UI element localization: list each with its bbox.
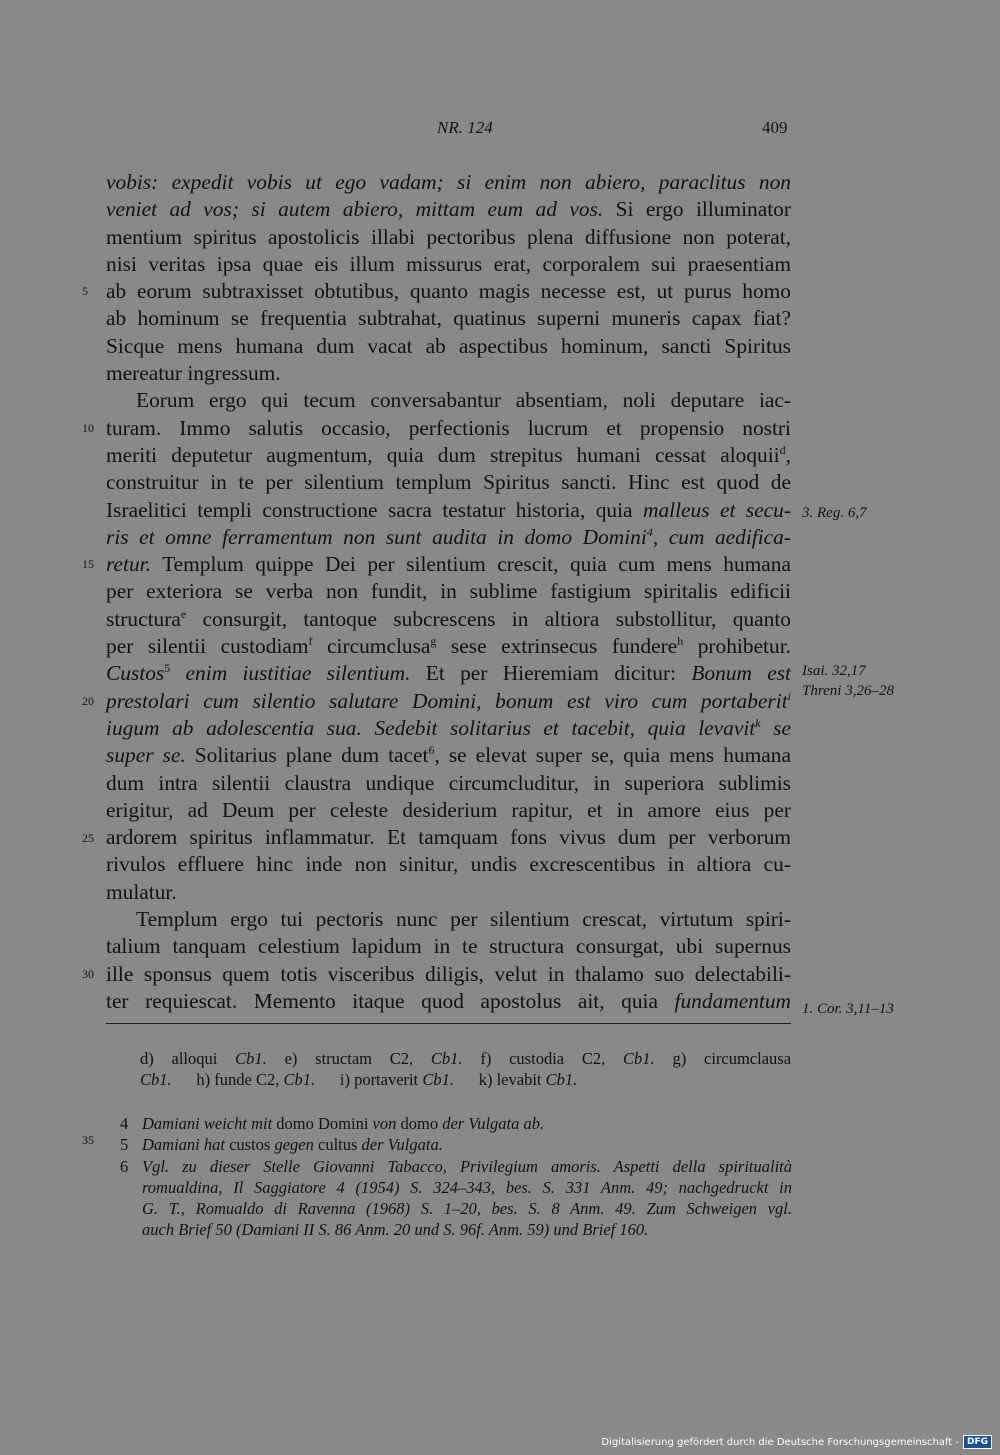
margin-citation: Threni 3,26–28: [802, 683, 894, 699]
text-line: ab eorum subtraxisset obtutibus, quanto magis necesse est, ut purus homo: [106, 279, 791, 304]
text-line: mereatur ingressum.: [106, 361, 281, 386]
text-line: rivulos effluere hinc inde non sinitur, undis excrescentibus in altiora cu-: [106, 852, 791, 877]
margin-citation: Isai. 32,17: [802, 663, 866, 679]
text-line: mentium spiritus apostolicis illabi pectoribus plena diffusione non poterat,: [106, 224, 791, 249]
text-line: nisi veritas ipsa quae eis illum missurus erat, corporalem sui praesentiam: [106, 251, 791, 276]
running-header-title: NR. 124: [437, 118, 493, 137]
apparatus-entry: h) funde C2, Cb1.: [196, 1070, 316, 1089]
apparatus-entry: k) levabit Cb1.: [478, 1070, 578, 1089]
line-number: 10: [82, 421, 94, 435]
footnote-5: 5 Damiani hat custos gegen cultus der Vulgata.: [120, 1135, 443, 1154]
text-line: prestolari cum silentio salutare Domini, bonum est viro cum portaberit$^i$: [106, 688, 791, 713]
apparatus-entry: g) circumclausa: [672, 1049, 792, 1068]
text-line: dum intra silentii claustra undique circumcluditur, in superiora sublimis: [106, 770, 791, 795]
text-line: ille sponsus quem totis visceribus diligis, velut in thalamo suo delectabili-: [106, 961, 791, 986]
text-line: talium tanquam celestium lapidum in te structura consurgat, ubi supernus: [106, 934, 791, 959]
line-number: 20: [82, 694, 94, 708]
apparatus-entry: i) portaverit Cb1.: [339, 1070, 454, 1089]
text-line: meriti deputetur augmentum, quia dum strepitus humani cessat aloquii$^d$,: [106, 442, 791, 467]
margin-citation: 3. Reg. 6,7: [802, 505, 867, 521]
text-line: ab hominum se frequentia subtrahat, quatinus superni muneris capax fiat?: [106, 306, 791, 331]
line-number: 30: [82, 967, 94, 981]
text-line: structura$^e$ consurgit, tantoque subcrescens in altiora substollitur, quanto: [106, 606, 791, 631]
text-line: Custos$^5$ enim iustitiae silentium. Et per Hieremiam dicitur: Bonum est: [106, 661, 791, 686]
text-line: veniet ad vos; si autem abiero, mittam eum ad vos. Si ergo illuminator: [106, 197, 792, 222]
footer-text: Digitalisierung gefördert durch die Deutsche Forschungsgemeinschaft -: [601, 1436, 959, 1448]
text-line: iugum ab adolescentia sua. Sedebit solitarius et tacebit, quia levavit$^k$ se: [106, 715, 791, 740]
text-line: ter requiescat. Memento itaque quod apostolus ait, quia fundamentum: [106, 988, 791, 1013]
apparatus-entry: e) structam C2, Cb1.: [284, 1049, 463, 1068]
main-text: [106, 169, 791, 1015]
text-line: per exteriora se verba non fundit, in sublime fastigium spiritalis edificii: [106, 579, 791, 604]
margin-citation: 1. Cor. 3,11–13: [802, 1001, 894, 1017]
text-line: Eorum ergo qui tecum conversabantur absentiam, noli deputare iac-: [136, 388, 791, 413]
footnote-4: 4 Damiani weicht mit domo Domini von domo der Vulgata ab.: [120, 1114, 545, 1133]
apparatus-line: [140, 1069, 791, 1090]
text-line: erigitur, ad Deum per celeste desiderium rapitur, et in amore eius per: [106, 797, 791, 822]
text-line: ardorem spiritus inflammatur. Et tamquam fons vivus dum per verborum: [106, 825, 791, 850]
text-line: retur. Templum quippe Dei per silentium crescit, quia cum mens humana: [106, 552, 791, 577]
line-number: 5: [82, 284, 88, 298]
dfg-logo: DFG: [963, 1435, 992, 1449]
text-line: Israelitici templi constructione sacra testatur historia, quia malleus et secu-: [106, 497, 791, 522]
line-number: 35: [82, 1133, 94, 1147]
text-line: mulatur.: [106, 879, 177, 904]
line-number: 15: [82, 557, 94, 571]
apparatus-entry: d) alloqui Cb1.: [140, 1049, 267, 1068]
apparatus-entry: f) custodia C2, Cb1.: [480, 1049, 655, 1068]
critical-apparatus: [140, 1048, 791, 1090]
footnote-6: 6 Vgl. zu dieser Stelle Giovanni Tabacco, Privilegium amoris. Aspetti della spiritualità romualdina, Il Saggiatore 4 (1954) S. 324–343, bes. S. 331 Anm. 49; nachgedruckt in G. T., Romualdo di Ravenna (1968) S. 1–20, bes. S. 8 Anm. 49. Zum Schweigen vgl. auch Brief 50 (Damiani II S. 86 Anm. 20 und S. 96f. Anm. 59) und Brief 160.: [120, 1157, 792, 1239]
text-line: Sicque mens humana dum vacat ab aspectibus hominum, sancti Spiritus: [106, 333, 791, 358]
text-line: super se. Solitarius plane dum tacet$^6$, se elevat super se, quia mens humana: [106, 743, 791, 768]
text-line: ris et omne ferramentum non sunt audita in domo Domini$^4$, cum aedifica-: [106, 524, 791, 549]
footnote-divider: [106, 1023, 791, 1024]
text-line: construitur in te per silentium templum Spiritus sancti. Hinc est quod de: [106, 470, 791, 495]
text-line: vobis: expedit vobis ut ego vadam; si enim non abiero, paraclitus non: [106, 170, 791, 194]
page-number: 409: [762, 118, 788, 137]
apparatus-entry: Cb1.: [140, 1070, 172, 1089]
text-line: Templum ergo tui pectoris nunc per silentium crescat, virtutum spiri-: [136, 907, 791, 932]
apparatus-line: [140, 1048, 791, 1069]
line-number: 25: [82, 831, 94, 845]
text-line: per silentii custodiam$^f$ circumclusa$^g$ sese extrinsecus fundere$^h$ prohibetur.: [106, 633, 791, 659]
footer-funding-note: [601, 1435, 992, 1449]
text-line: turam. Immo salutis occasio, perfectionis lucrum et propensio nostri: [106, 415, 791, 440]
